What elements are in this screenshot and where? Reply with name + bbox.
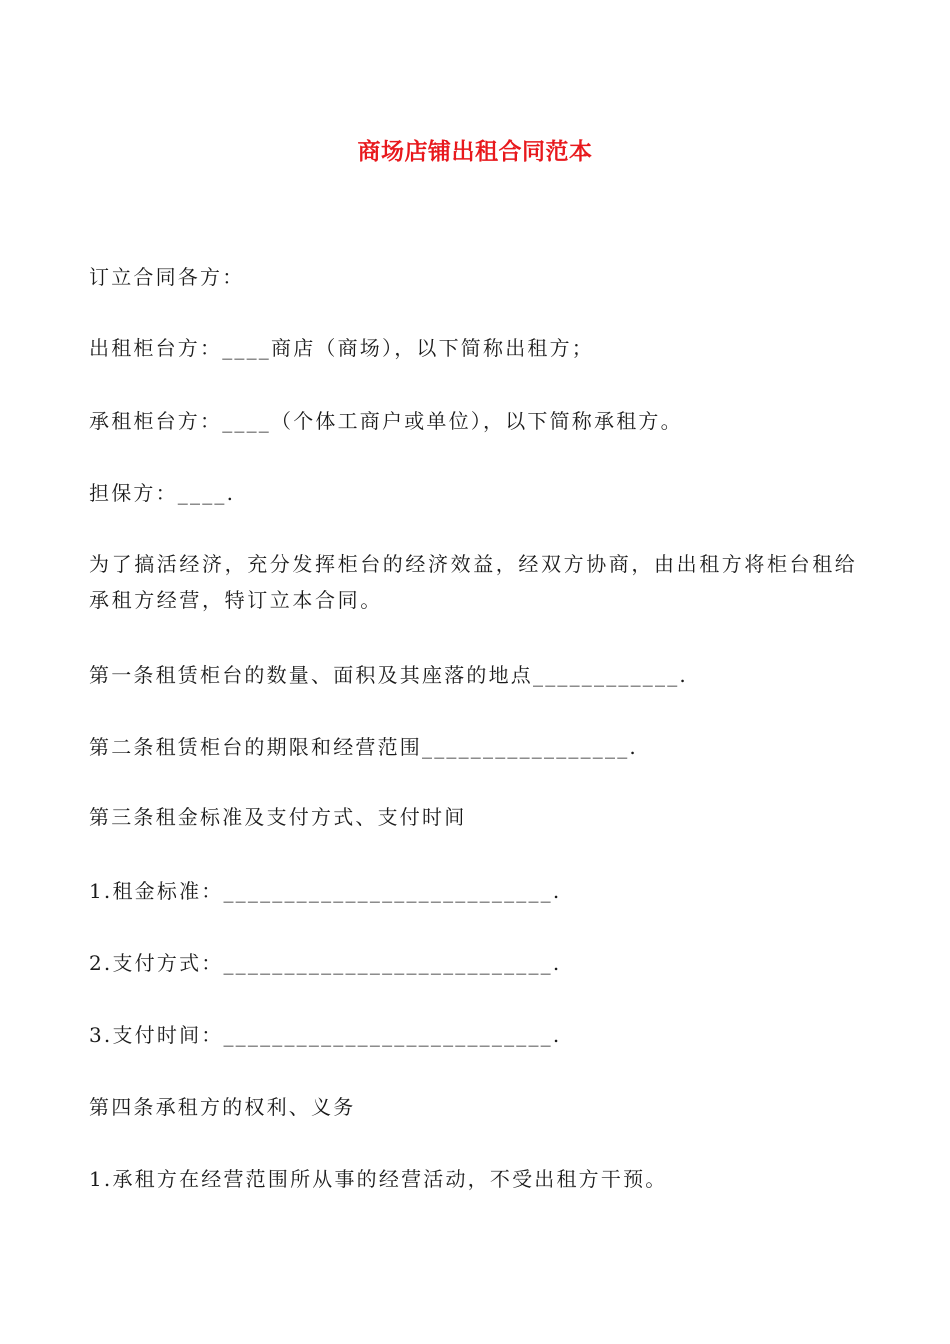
article-3-item-2: 2.支付方式：___________________________. bbox=[89, 951, 562, 975]
article-3-item-3: 3.支付时间：___________________________. bbox=[89, 1023, 562, 1047]
preamble-paragraph: 为了搞活经济，充分发挥柜台的经济效益，经双方协商，由出租方将柜台租给承租方经营，特订立本合同。 bbox=[89, 552, 858, 612]
lessor-line: 出租柜台方：____商店（商场），以下简称出租方； bbox=[89, 336, 594, 360]
article-3-item-1: 1.租金标准：___________________________. bbox=[89, 879, 562, 903]
article-3: 第三条租金标准及支付方式、支付时间 bbox=[89, 805, 467, 829]
guarantor-line: 担保方：____. bbox=[89, 481, 236, 505]
contract-parties-heading: 订立合同各方： bbox=[89, 265, 245, 289]
document-title: 商场店铺出租合同范本 bbox=[357, 139, 593, 165]
article-1: 第一条租赁柜台的数量、面积及其座落的地点____________. bbox=[89, 663, 688, 687]
article-4-item-1: 1.承租方在经营范围所从事的经营活动，不受出租方干预。 bbox=[89, 1167, 668, 1191]
lessee-line: 承租柜台方：____（个体工商户或单位），以下简称承租方。 bbox=[89, 409, 683, 433]
article-4: 第四条承租方的权利、义务 bbox=[89, 1095, 356, 1119]
article-2: 第二条租赁柜台的期限和经营范围_________________. bbox=[89, 735, 638, 759]
